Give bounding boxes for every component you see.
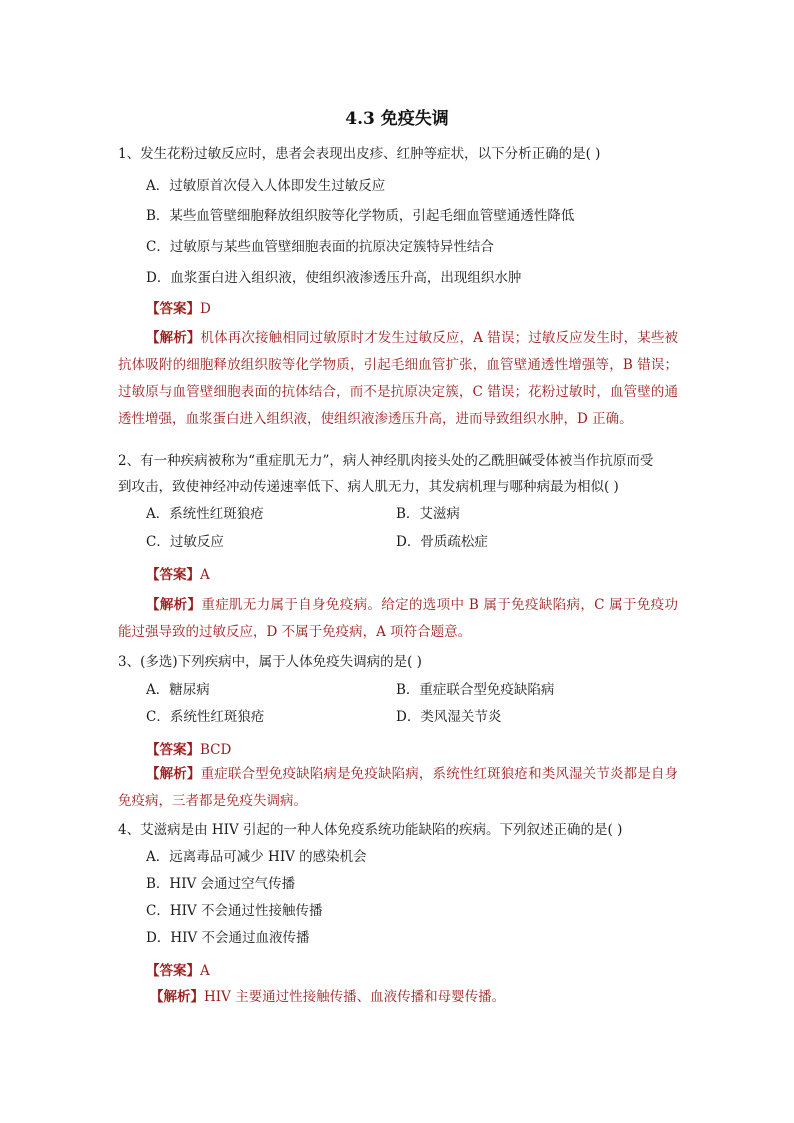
q2-answer: [146, 566, 210, 584]
analysis-label: 【解析】: [146, 330, 201, 346]
analysis-label: 【解析】: [146, 597, 202, 613]
q1-analysis: [118, 325, 678, 433]
analysis-text: 重症联合型免疫缺陷病是免疫缺陷病，系统性红斑狼疮和类风湿关节炎都是自身免疫病，三者都是免疫失调病。: [118, 766, 679, 809]
answer-label: 【答案】: [146, 963, 200, 979]
question-1-stem: 1、发生花粉过敏反应时，患者会表现出皮疹、红肿等症状，以下分析正确的是( ): [118, 146, 601, 162]
answer-value: BCD: [200, 742, 232, 758]
q4-option-c: C．HIV 不会通过性接触传播: [146, 903, 323, 919]
q2-option-c: C．过敏反应: [146, 534, 224, 550]
q2-option-a: A．系统性红斑狼疮: [146, 506, 264, 522]
q3-analysis: [118, 761, 678, 815]
q4-option-d: D．HIV 不会通过血液传播: [146, 930, 310, 946]
analysis-text: HIV 主要通过性接触传播、血液传播和母婴传播。: [204, 989, 506, 1005]
answer-value: D: [200, 301, 211, 317]
question-2-stem-line2: 到攻击，致使神经冲动传递速率低下、病人肌无力，其发病机理与哪种病最为相似( ): [118, 479, 619, 495]
q2-analysis: [118, 592, 678, 646]
page-title: 4.3 免疫失调: [345, 109, 449, 129]
answer-value: A: [200, 567, 210, 583]
question-4-stem: 4、艾滋病是由 HIV 引起的一种人体免疫系统功能缺陷的疾病。下列叙述正确的是( ): [118, 822, 623, 838]
analysis-label: 【解析】: [150, 989, 204, 1005]
q1-answer: [146, 300, 211, 318]
answer-label: 【答案】: [146, 742, 200, 758]
analysis-text: 机体再次接触相同过敏原时才发生过敏反应，A 错误；过敏反应发生时，某些被抗体吸附的细胞释放组织胺等化学物质，引起毛细血管扩张，血管壁通透性增强等，B 错误；过敏原与血管壁细胞表面的抗体结合，而不是抗原决定簇，C 错误；花粉过敏时，血管壁的通透性增强，血浆蛋白进入组织液，使组织液渗透压升高，进而导致组织水肿，D 正确。: [118, 330, 679, 427]
answer-label: 【答案】: [146, 301, 200, 317]
answer-label: 【答案】: [146, 567, 200, 583]
q3-answer: [146, 741, 231, 759]
q1-option-b: B．某些血管壁细胞释放组织胺等化学物质，引起毛细血管壁通透性降低: [146, 208, 575, 224]
answer-value: A: [200, 963, 210, 979]
q1-option-d: D．血浆蛋白进入组织液，使组织液渗透压升高，出现组织水肿: [146, 270, 522, 286]
q2-option-d: D．骨质疏松症: [396, 534, 488, 550]
question-3-stem: 3、(多选)下列疾病中，属于人体免疫失调病的是( ): [118, 654, 422, 670]
q1-option-c: C．过敏原与某些血管壁细胞表面的抗原决定簇特异性结合: [146, 239, 494, 255]
q1-option-a: A．过敏原首次侵入人体即发生过敏反应: [146, 178, 386, 194]
question-2-stem-line1: 2、有一种疾病被称为“重症肌无力”，病人神经肌肉接头处的乙酰胆碱受体被当作抗原而受: [118, 453, 654, 469]
q4-analysis: [150, 988, 505, 1006]
q4-option-a: A．远离毒品可减少 HIV 的感染机会: [146, 849, 367, 865]
q3-option-a: A．糖尿病: [146, 682, 210, 698]
q4-option-b: B．HIV 会通过空气传播: [146, 876, 296, 892]
q3-option-c: C．系统性红斑狼疮: [146, 709, 265, 725]
q2-option-b: B．艾滋病: [396, 506, 460, 522]
analysis-text: 重症肌无力属于自身免疫病。给定的选项中 B 属于免疫缺陷病，C 属于免疫功能过强导致的过敏反应，D 不属于免疫病，A 项符合题意。: [118, 597, 679, 640]
q4-answer: [146, 962, 210, 980]
q3-option-d: D．类风湿关节炎: [396, 709, 502, 725]
analysis-label: 【解析】: [146, 766, 201, 782]
q3-option-b: B．重症联合型免疫缺陷病: [396, 682, 555, 698]
